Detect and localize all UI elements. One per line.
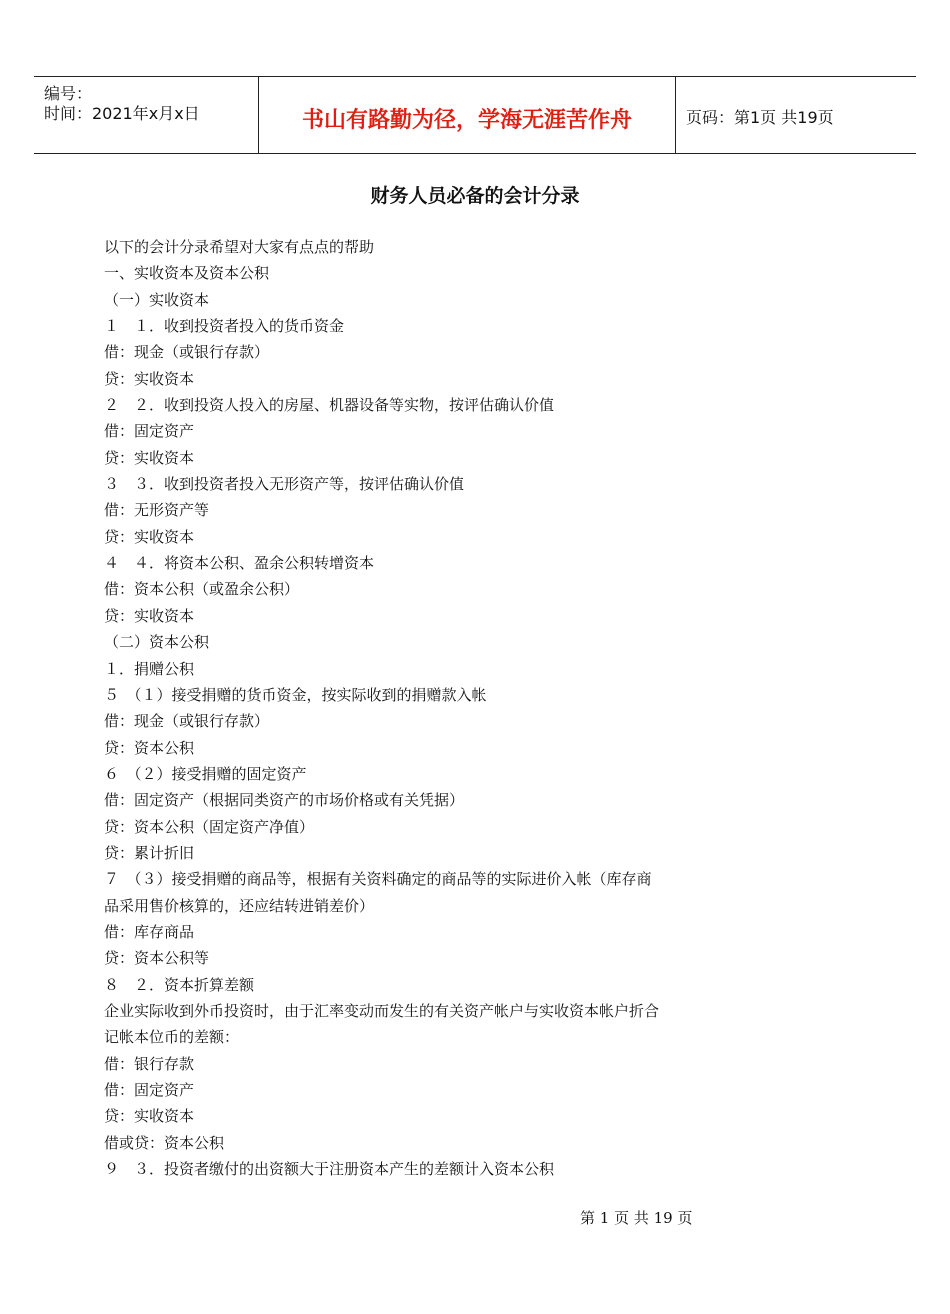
body-line: （一）实收资本 [104, 290, 210, 309]
body-line: 借或贷：资本公积 [104, 1133, 225, 1152]
body-line: ３ ３．收到投资者投入无形资产等，按评估确认价值 [104, 475, 465, 494]
body-line: 借：现金（或银行存款） [104, 343, 270, 362]
body-line: 贷：实收资本 [104, 606, 195, 625]
body-line: 以下的会计分录希望对大家有点点的帮助 [104, 238, 375, 256]
body-line: 贷：实收资本 [104, 369, 195, 388]
body-line: 借：库存商品 [104, 922, 195, 941]
header-left-cell [34, 77, 258, 153]
body-line: 贷：资本公积 [104, 738, 195, 757]
body-line: ４ ４．将资本公积、盈余公积转增资本 [104, 554, 375, 573]
body-line: 贷：资本公积等 [104, 949, 210, 968]
body-line: 记帐本位币的差额： [104, 1028, 240, 1047]
body-line: ９ ３．投资者缴付的出资额大于注册资本产生的差额计入资本公积 [104, 1160, 555, 1179]
body-line: ８ ２．资本折算差额 [104, 975, 255, 994]
body-line: 一、实收资本及资本公积 [104, 264, 270, 283]
body-line: 贷：实收资本 [104, 527, 195, 546]
body-line: 借：固定资产 [104, 422, 195, 441]
body-line: 贷：实收资本 [104, 1107, 195, 1126]
header-middle-cell [258, 77, 676, 153]
body-line: （二）资本公积 [104, 633, 210, 652]
body-line: 品采用售价核算的，还应结转进销差价） [104, 896, 375, 915]
body-line: １．捐赠公积 [104, 659, 195, 678]
document-number-label: 编号： [44, 84, 93, 103]
body-line: ６ （２）接受捐赠的固定资产 [104, 764, 307, 783]
body-line: １ １．收到投资者投入的货币资金 [104, 317, 345, 336]
body-line: 贷：累计折旧 [104, 843, 195, 862]
body-line: 借：现金（或银行存款） [104, 712, 270, 731]
body-line: 借：固定资产（根据同类资产的市场价格或有关凭据） [104, 791, 465, 810]
header-right-cell [676, 77, 916, 153]
body-line: 企业实际收到外币投资时，由于汇率变动而发生的有关资产帐户与实收资本帐户折合 [104, 1001, 660, 1020]
document-title: 财务人员必备的会计分录 [370, 185, 580, 207]
page-header [34, 76, 916, 154]
page-footer: 第 1 页 共 19 页 [580, 1209, 693, 1227]
header-motto: 书山有路勤为径，学海无涯苦作舟 [301, 108, 632, 133]
document-body [104, 234, 724, 1182]
body-line: 借：无形资产等 [104, 501, 210, 520]
body-line: ７ （３）接受捐赠的商品等，根据有关资料确定的商品等的实际进价入帐（库存商 [104, 870, 652, 889]
body-line: 借：固定资产 [104, 1081, 195, 1099]
body-line: ５ （１）接受捐赠的货币资金，按实际收到的捐赠款入帐 [104, 685, 487, 704]
body-line: 贷：资本公积（固定资产净值） [104, 817, 315, 836]
document-time-label: 时间：2021年x月x日 [44, 104, 200, 123]
body-line: 借：银行存款 [104, 1054, 195, 1073]
body-line: 贷：实收资本 [104, 448, 195, 467]
body-line: ２ ２．收到投资人投入的房屋、机器设备等实物，按评估确认价值 [104, 396, 555, 415]
body-line: 借：资本公积（或盈余公积） [104, 580, 300, 599]
header-page-info: 页码：第1页 共19页 [686, 108, 834, 127]
